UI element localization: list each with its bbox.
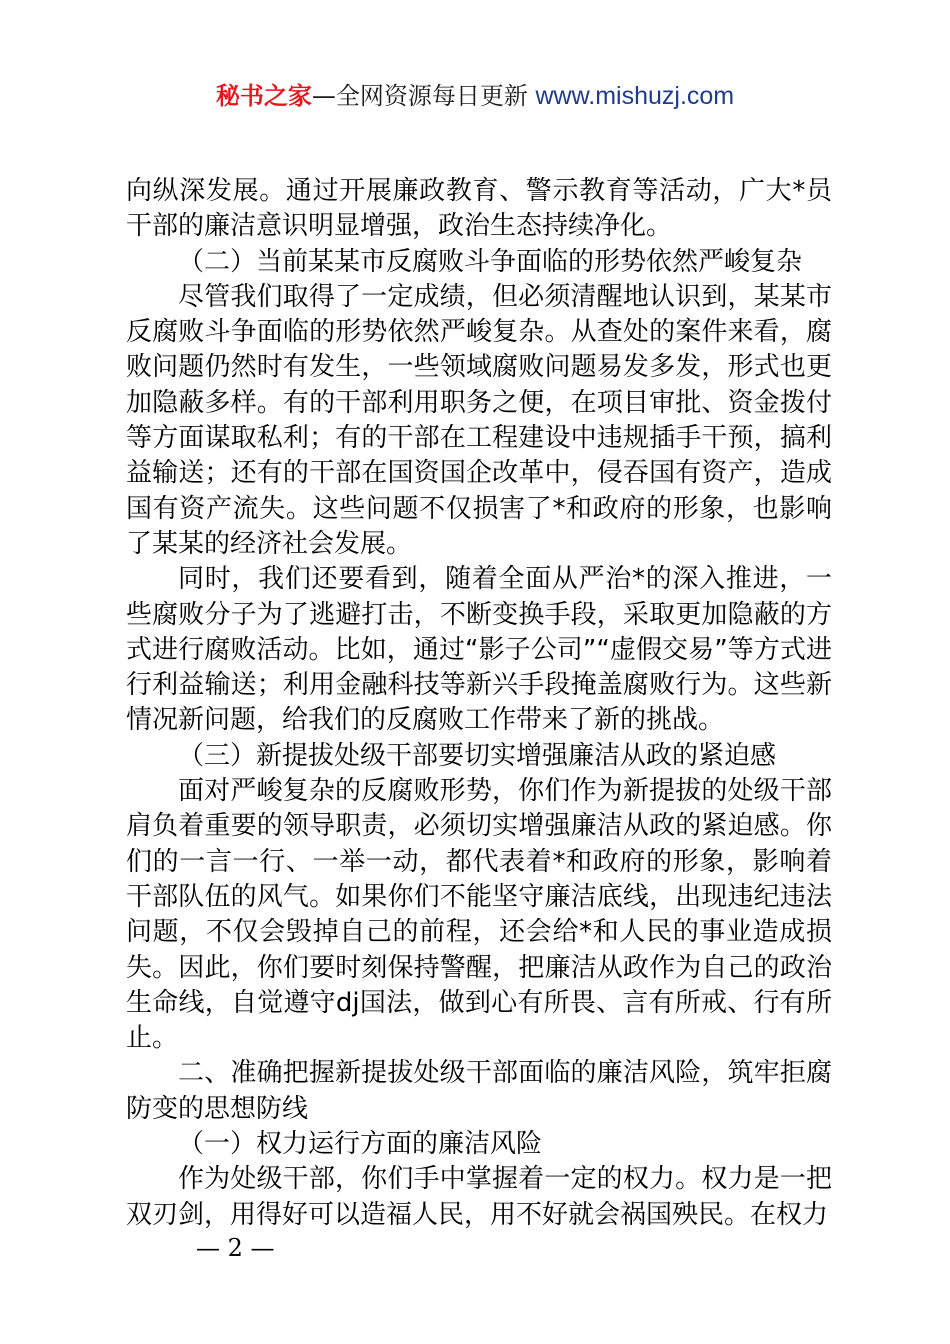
- paragraph: 向纵深发展。通过开展廉政教育、警示教育等活动，广大*员干部的廉洁意识明显增强，政治生态持续净化。: [126, 176, 832, 242]
- website-url[interactable]: www.mishuzj.com: [535, 82, 735, 110]
- page-number: — 2 —: [196, 1234, 275, 1262]
- document-body: [126, 174, 832, 1233]
- brand-name: 秘书之家: [215, 82, 312, 110]
- section-heading: （三）新提拔处级干部要切实增强廉洁从政的紧迫感: [178, 740, 777, 771]
- paragraph: 面对严峻复杂的反腐败形势，你们作为新提拔的处级干部肩负着重要的领导职责，必须切实增强廉洁从政的紧迫感。你们的一言一行、一举一动，都代表着*和政府的形象，影响着干部队伍的风气。如果你们不能坚守廉洁底线，出现违纪违法问题，不仅会毁掉自己的前程，还会给*和人民的事业造成损失。因此，你们要时刻保持警醒，把廉洁从政作为自己的政治生命线，自觉遵守dj国法，做到心有所畏、言有所戒、行有所止。: [126, 776, 832, 1054]
- paragraph: 作为处级干部，你们手中掌握着一定的权力。权力是一把双刃剑，用得好可以造福人民，用不好就会祸国殃民。在权力: [126, 1164, 832, 1230]
- paragraph: 同时，我们还要看到，随着全面从严治*的深入推进，一些腐败分子为了逃避打击，不断变换手段，采取更加隐蔽的方式进行腐败活动。比如，通过“影子公司”“虚假交易”等方式进行利益输送；利用金融科技等新兴手段掩盖腐败行为。这些新情况新问题，给我们的反腐败工作带来了新的挑战。: [126, 564, 832, 736]
- header-slogan: —全网资源每日更新: [311, 82, 536, 110]
- chapter-heading: 二、准确把握新提拔处级干部面临的廉洁风险，筑牢拒腐防变的思想防线: [126, 1058, 832, 1124]
- section-heading: （二）当前某某市反腐败斗争面临的形势依然严峻复杂: [178, 246, 803, 277]
- paragraph: 尽管我们取得了一定成绩，但必须清醒地认识到，某某市反腐败斗争面临的形势依然严峻复杂。从查处的案件来看，腐败问题仍然时有发生，一些领域腐败问题易发多发，形式也更加隐蔽多样。有的干部利用职务之便，在项目审批、资金拨付等方面谋取私利；有的干部在工程建设中违规插手干预，搞利益输送；还有的干部在国资国企改革中，侵吞国有资产，造成国有资产流失。这些问题不仅损害了*和政府的形象，也影响了某某的经济社会发展。: [126, 281, 832, 559]
- site-header: [0, 78, 950, 114]
- section-heading: （一）权力运行方面的廉洁风险: [178, 1129, 543, 1160]
